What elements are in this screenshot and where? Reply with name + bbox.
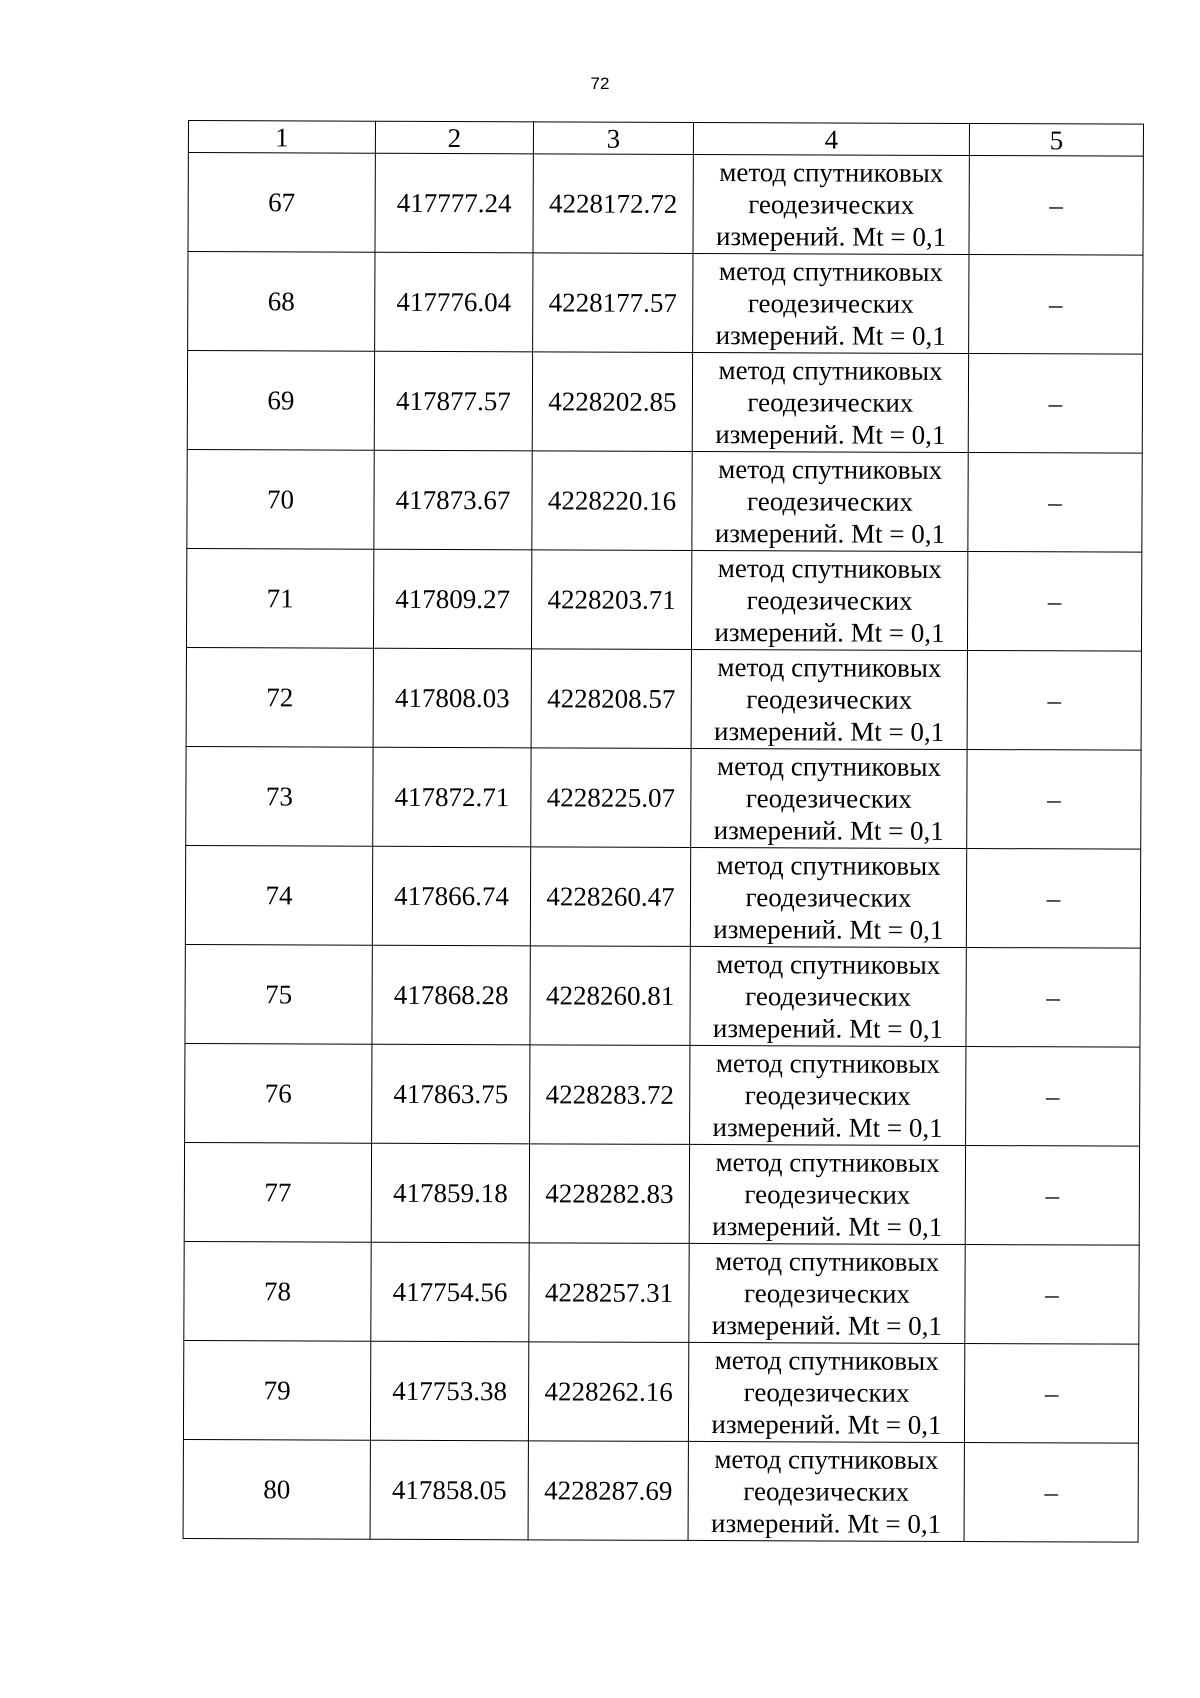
table-row <box>186 647 1141 750</box>
x-coordinate-cell: 417877.57 <box>374 351 532 451</box>
method-text-line: метод спутниковых <box>716 751 942 782</box>
note-cell: – <box>969 156 1143 256</box>
method-text-line: измерений. Mt = 0,1 <box>713 914 944 945</box>
table-row <box>183 1439 1138 1542</box>
note-cell: – <box>968 353 1142 453</box>
method-text-line: геодезических <box>744 1179 911 1210</box>
method-text-line: метод спутниковых <box>714 1444 939 1475</box>
table-row <box>185 944 1140 1047</box>
method-text-line: геодезических <box>746 684 913 715</box>
point-number-cell: 72 <box>186 647 373 747</box>
point-number-cell: 75 <box>185 944 372 1044</box>
header-row <box>188 121 1143 157</box>
header-col-2: 2 <box>375 121 533 154</box>
table-row <box>188 153 1143 256</box>
note-cell: – <box>964 1442 1138 1542</box>
page-number: 72 <box>590 74 610 93</box>
table-row <box>185 1043 1140 1146</box>
y-coordinate-cell: 4228260.47 <box>530 847 690 947</box>
y-coordinate-cell: 4228282.83 <box>529 1144 689 1244</box>
note-cell: – <box>967 749 1141 849</box>
x-coordinate-cell: 417809.27 <box>373 549 531 649</box>
x-coordinate-cell: 417872.71 <box>373 747 531 847</box>
method-text-line: геодезических <box>747 486 914 517</box>
method-cell <box>690 847 966 947</box>
method-text-line: метод спутниковых <box>717 652 942 683</box>
method-text-line: метод спутниковых <box>716 949 941 980</box>
table-row <box>184 1142 1139 1245</box>
method-text-line: геодезических <box>746 585 913 616</box>
method-cell <box>691 748 967 848</box>
method-text-line: метод спутниковых <box>719 157 944 188</box>
x-coordinate-cell: 417776.04 <box>375 252 533 352</box>
method-text-line: метод спутниковых <box>718 355 943 386</box>
method-cell <box>692 451 968 551</box>
note-cell: – <box>966 947 1140 1047</box>
point-number-cell: 69 <box>187 351 374 451</box>
x-coordinate-cell: 417863.75 <box>372 1044 530 1144</box>
y-coordinate-cell: 4228172.72 <box>533 154 693 254</box>
method-text-line: измерений. Mt = 0,1 <box>712 1211 943 1242</box>
point-number-cell: 67 <box>188 153 375 253</box>
table-row <box>184 1241 1139 1344</box>
method-cell <box>689 1144 965 1244</box>
method-text-line: измерений. Mt = 0,1 <box>714 716 945 747</box>
method-text-line: метод спутниковых <box>714 1345 939 1376</box>
y-coordinate-cell: 4228202.85 <box>532 352 692 452</box>
x-coordinate-cell: 417868.28 <box>372 945 530 1045</box>
header-col-1: 1 <box>188 121 375 154</box>
x-coordinate-cell: 417866.74 <box>372 846 530 946</box>
x-coordinate-cell: 417777.24 <box>375 153 533 253</box>
method-text-line: метод спутниковых <box>715 1048 940 1079</box>
method-text-line: измерений. Mt = 0,1 <box>711 1310 942 1341</box>
note-cell: – <box>967 551 1141 651</box>
note-cell: – <box>967 650 1141 750</box>
note-cell: – <box>966 1046 1140 1146</box>
method-cell <box>690 1045 966 1145</box>
x-coordinate-cell: 417754.56 <box>371 1242 529 1342</box>
point-number-cell: 77 <box>184 1142 371 1242</box>
method-cell <box>690 946 966 1046</box>
y-coordinate-cell: 4228203.71 <box>531 550 691 650</box>
table-row <box>186 548 1141 651</box>
method-cell <box>689 1243 965 1343</box>
x-coordinate-cell: 417859.18 <box>371 1143 529 1243</box>
y-coordinate-cell: 4228257.31 <box>529 1243 689 1343</box>
header-col-4: 4 <box>693 122 969 155</box>
y-coordinate-cell: 4228260.81 <box>530 946 690 1046</box>
method-text-line: измерений. Mt = 0,1 <box>714 617 945 648</box>
y-coordinate-cell: 4228283.72 <box>530 1045 690 1145</box>
table-row <box>185 845 1140 948</box>
method-text-line: измерений. Mt = 0,1 <box>715 320 946 351</box>
method-cell <box>693 154 969 254</box>
method-text-line: измерений. Mt = 0,1 <box>712 1013 944 1044</box>
method-text-line: геодезических <box>743 1278 910 1309</box>
method-text-line: измерений. Mt = 0,1 <box>715 419 946 450</box>
method-cell <box>692 352 968 452</box>
point-number-cell: 70 <box>187 449 374 549</box>
y-coordinate-cell: 4228287.69 <box>528 1441 688 1541</box>
note-cell: – <box>968 452 1142 552</box>
method-text-line: измерений. Mt = 0,1 <box>711 1409 942 1440</box>
point-number-cell: 74 <box>185 845 372 945</box>
method-text-line: метод спутниковых <box>718 454 943 485</box>
point-number-cell: 79 <box>183 1340 370 1440</box>
method-text-line: измерений. Mt = 0,1 <box>715 221 947 252</box>
x-coordinate-cell: 417753.38 <box>370 1341 528 1441</box>
method-text-line: геодезических <box>745 882 912 913</box>
method-text-line: геодезических <box>743 1377 910 1408</box>
method-cell <box>693 253 969 353</box>
method-cell <box>691 550 967 650</box>
y-coordinate-cell: 4228220.16 <box>532 451 692 551</box>
method-text-line: геодезических <box>747 387 914 418</box>
note-cell: – <box>965 1244 1139 1344</box>
method-text-line: метод спутниковых <box>715 1147 940 1178</box>
note-cell: – <box>965 1145 1139 1245</box>
table-row <box>186 746 1141 849</box>
header-col-3: 3 <box>533 122 693 155</box>
method-text-line: измерений. Mt = 0,1 <box>710 1508 942 1539</box>
y-coordinate-cell: 4228177.57 <box>533 253 693 353</box>
table-row <box>188 252 1143 355</box>
table-row <box>183 1340 1138 1443</box>
table-body <box>183 153 1143 1543</box>
method-text-line: геодезических <box>745 981 912 1012</box>
method-text-line: метод спутниковых <box>718 256 943 287</box>
y-coordinate-cell: 4228225.07 <box>531 748 691 848</box>
header-col-5: 5 <box>969 124 1143 157</box>
method-text-line: измерений. Mt = 0,1 <box>713 815 944 846</box>
method-text-line: геодезических <box>745 783 912 814</box>
method-text-line: метод спутниковых <box>717 553 942 584</box>
coordinates-table <box>183 120 1144 1543</box>
point-number-cell: 73 <box>186 746 373 846</box>
point-number-cell: 78 <box>184 1241 371 1341</box>
method-text-line: метод спутниковых <box>716 850 941 881</box>
y-coordinate-cell: 4228262.16 <box>528 1342 688 1442</box>
note-cell: – <box>966 848 1140 948</box>
y-coordinate-cell: 4228208.57 <box>531 649 691 749</box>
x-coordinate-cell: 417808.03 <box>373 648 531 748</box>
method-cell <box>688 1441 964 1541</box>
method-text-line: геодезических <box>748 189 915 220</box>
note-cell: – <box>969 254 1143 354</box>
x-coordinate-cell: 417873.67 <box>374 450 532 550</box>
table-row <box>187 449 1142 552</box>
method-cell <box>688 1342 964 1442</box>
method-text-line: измерений. Mt = 0,1 <box>712 1112 943 1143</box>
method-text-line: геодезических <box>744 1080 911 1111</box>
method-text-line: измерений. Mt = 0,1 <box>714 518 946 549</box>
point-number-cell: 71 <box>186 548 373 648</box>
table-row <box>187 351 1142 454</box>
method-cell <box>691 649 967 749</box>
point-number-cell: 68 <box>188 252 375 352</box>
x-coordinate-cell: 417858.05 <box>370 1440 528 1540</box>
method-text-line: геодезических <box>743 1476 910 1507</box>
method-text-line: метод спутниковых <box>715 1246 940 1277</box>
point-number-cell: 76 <box>185 1043 372 1143</box>
note-cell: – <box>964 1343 1138 1443</box>
table-header <box>188 121 1143 157</box>
point-number-cell: 80 <box>183 1439 370 1539</box>
method-text-line: геодезических <box>747 288 914 319</box>
